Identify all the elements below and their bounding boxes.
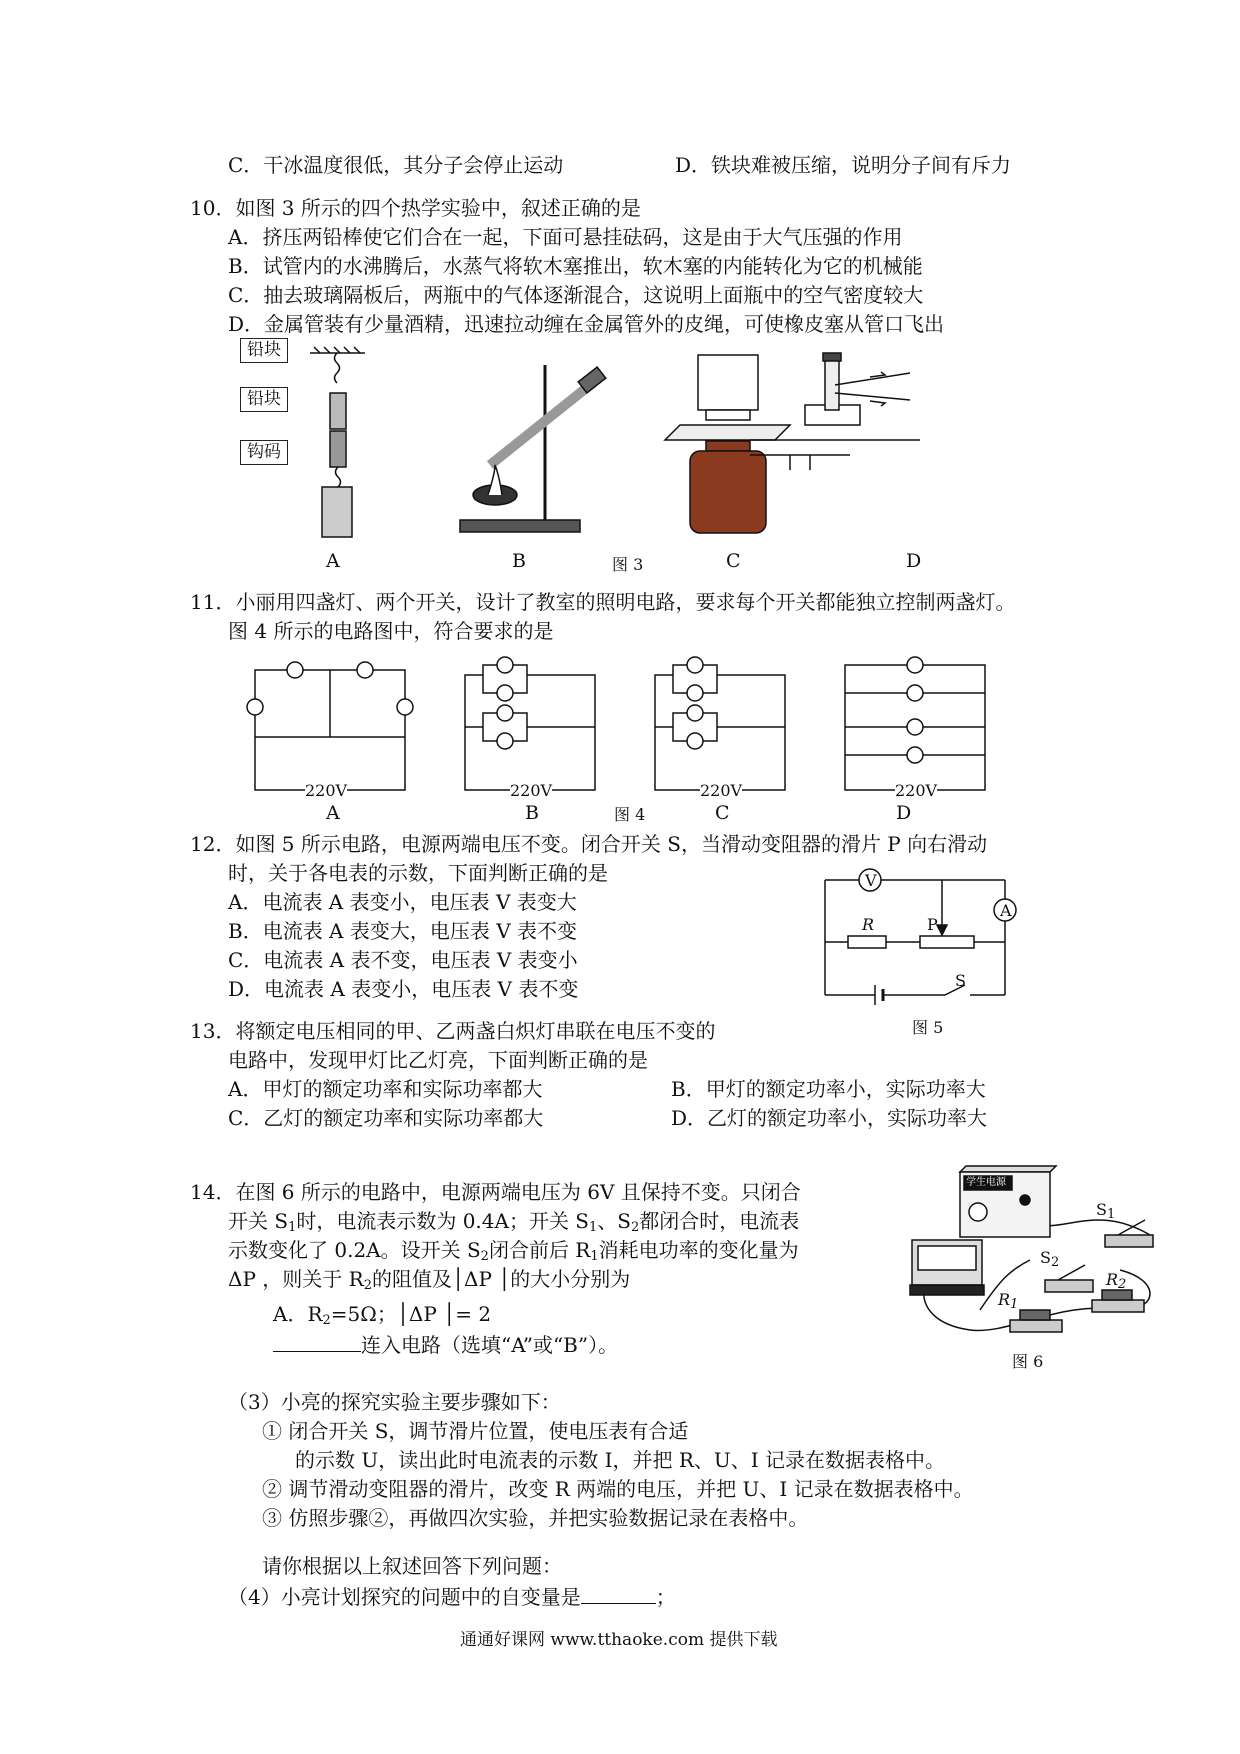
fig4-label-d: D [896, 802, 912, 824]
q12-option-b: B．电流表 A 表变大，电压表 V 表不变 [228, 919, 578, 943]
fig3-d-metal-tube [750, 353, 920, 470]
fig3-a-lead-blocks [310, 347, 365, 537]
fig4-label-a: A [326, 802, 340, 824]
q12-stem-line-2: 时，关于各电表的示数，下面判断正确的是 [228, 861, 608, 885]
q10-option-c: C．抽去玻璃隔板后，两瓶中的气体逐渐混合，这说明上面瓶中的空气密度较大 [228, 283, 924, 307]
fig5-switch-label: S [955, 971, 966, 990]
fig6-power-label: 学生电源 [966, 1177, 1006, 1188]
figure-5 [815, 865, 1030, 1005]
fig6-s2-label: $S_2$ [1040, 1248, 1060, 1270]
step-3-item-1b: 的示数 U，读出此时电流表的示数 I，并把 R、U、I 记录在数据表格中。 [295, 1448, 945, 1472]
q13-option-b: B．甲灯的额定功率小，实际功率大 [671, 1077, 986, 1101]
figure-5-circuit [815, 865, 1030, 1005]
q12-stem-line-1: 12．如图 5 所示电路，电源两端电压不变。闭合开关 S，当滑动变阻器的滑片 P 向右滑动 [190, 832, 988, 856]
fig3-label-b: B [512, 550, 526, 572]
q14-line-1: 14．在图 6 所示的电路中，电源两端电压为 6V 且保持不变。只闭合 [190, 1180, 801, 1204]
q14-option-a: A．$R_2=5\Omega$；│ΔP │= 2 [273, 1302, 492, 1328]
figure-3-drawing [250, 345, 1050, 575]
step-3-item-2: ② 调节滑动变阻器的滑片，改变 R 两端的电压，并把 U、I 记录在数据表格中。 [262, 1477, 974, 1501]
page-footer: 通通好课网 www.tthaoke.com 提供下载 [460, 1630, 778, 1650]
q10-option-a: A．挤压两铅棒使它们合在一起，下面可悬挂砝码，这是由于大气压强的作用 [228, 225, 903, 249]
fig4-a-voltage: 220V [305, 781, 348, 800]
q14-line-6: 连入电路（选填“A”或“B”）。 [273, 1333, 618, 1355]
q13-option-c: C．乙灯的额定功率和实际功率都大 [228, 1106, 544, 1130]
fig4-d-voltage: 220V [895, 781, 938, 800]
figure-6-apparatus [860, 1160, 1160, 1340]
fig4-b-voltage: 220V [510, 781, 553, 800]
figure-4 [240, 655, 1020, 805]
fig5-caption: 图 5 [912, 1018, 944, 1037]
fig6-switch-1 [1105, 1235, 1153, 1247]
fig6-s1-label: $S_1$ [1096, 1200, 1116, 1222]
fig6-r1-label: $R_1$ [998, 1290, 1019, 1312]
q12-option-d: D．电流表 A 表变小，电压表 V 表不变 [228, 977, 579, 1001]
q12-option-c: C．电流表 A 表不变，电压表 V 表变小 [228, 948, 578, 972]
fig3-label-c: C [726, 550, 741, 572]
fig6-resistor-1 [1010, 1320, 1062, 1332]
step-3-item-3: ③ 仿照步骤②，再做四次实验，并把实验数据记录在表格中。 [262, 1506, 809, 1530]
fig5-ammeter-label: A [1000, 901, 1012, 920]
figure-6 [860, 1160, 1160, 1340]
fig4-c-voltage: 220V [700, 781, 743, 800]
step-4-answer-blank[interactable] [581, 1585, 656, 1604]
fig6-r2-label: $R_2$ [1106, 1270, 1127, 1292]
fig4-label-b: B [525, 802, 539, 824]
fig6-switch-2 [1045, 1280, 1093, 1292]
q9-option-c: C．干冰温度很低，其分子会停止运动 [228, 153, 564, 177]
q14-line-2: 开关 $S_1$时，电流表示数为 0.4A；开关 $S_1$、$S_2$都闭合时，电流表 [228, 1209, 800, 1235]
answer-prompt: 请你根据以上叙述回答下列问题： [262, 1554, 562, 1578]
step-3-heading: （3）小亮的探究实验主要步骤如下： [228, 1390, 561, 1414]
fig3-caption: 图 3 [612, 555, 644, 574]
q13-stem-line-1: 13．将额定电压相同的甲、乙两盏白炽灯串联在电压不变的 [190, 1019, 716, 1043]
q14-answer-blank[interactable] [273, 1333, 361, 1352]
fig4-caption: 图 4 [614, 805, 646, 824]
fig4-label-c: C [715, 802, 730, 824]
fig6-caption: 图 6 [1012, 1352, 1044, 1371]
fig3-label-d: D [906, 550, 922, 572]
q14-line-4: ΔP ，则关于 $R_2$的阻值及│ΔP │的大小分别为 [228, 1267, 631, 1293]
q10-stem: 10．如图 3 所示的四个热学实验中，叙述正确的是 [190, 196, 641, 220]
fig5-resistor-label: R [862, 915, 875, 934]
fig6-resistor-2 [1092, 1300, 1144, 1312]
fig6-ammeter [910, 1240, 984, 1295]
q10-option-b: B．试管内的水沸腾后，水蒸气将软木塞推出，软木塞的内能转化为它的机械能 [228, 254, 923, 278]
q9-option-d: D．铁块难被压缩，说明分子间有斥力 [675, 153, 1012, 177]
fig5-voltmeter-label: V [865, 871, 877, 890]
fig3-label-a: A [326, 550, 340, 572]
fig3-c-gas-bottles [665, 355, 790, 533]
q10-option-d: D．金属管装有少量酒精，迅速拉动缠在金属管外的皮绳，可使橡皮塞从管口飞出 [228, 312, 945, 336]
fig3-tag-lead-1: 铅块 [240, 338, 288, 363]
q11-stem-line-1: 11．小丽用四盏灯、两个开关，设计了教室的照明电路，要求每个开关都能独立控制两盏灯。 [190, 590, 1016, 614]
q12-option-a: A．电流表 A 表变小，电压表 V 表变大 [228, 890, 577, 914]
fig5-slider-label: P [927, 915, 938, 934]
fig3-tag-lead-2: 铅块 [240, 387, 288, 412]
q14-line-3: 示数变化了 0.2A。设开关 $S_2$闭合前后 $R_1$消耗电功率的变化量为 [228, 1238, 799, 1264]
q13-option-a: A．甲灯的额定功率和实际功率都大 [228, 1077, 543, 1101]
step-4-question: （4）小亮计划探究的问题中的自变量是 ； [228, 1585, 676, 1609]
q11-stem-line-2: 图 4 所示的电路图中，符合要求的是 [228, 619, 554, 643]
q13-option-d: D．乙灯的额定功率小，实际功率大 [671, 1106, 988, 1130]
step-3-item-1a: ① 闭合开关 S，调节滑片位置，使电压表有合适 [262, 1419, 689, 1443]
fig3-tag-weight: 钩码 [240, 440, 288, 465]
fig3-b-boiling-tube [460, 365, 606, 532]
figure-3 [247, 340, 1050, 575]
q13-stem-line-2: 电路中，发现甲灯比乙灯亮，下面判断正确的是 [228, 1048, 648, 1072]
